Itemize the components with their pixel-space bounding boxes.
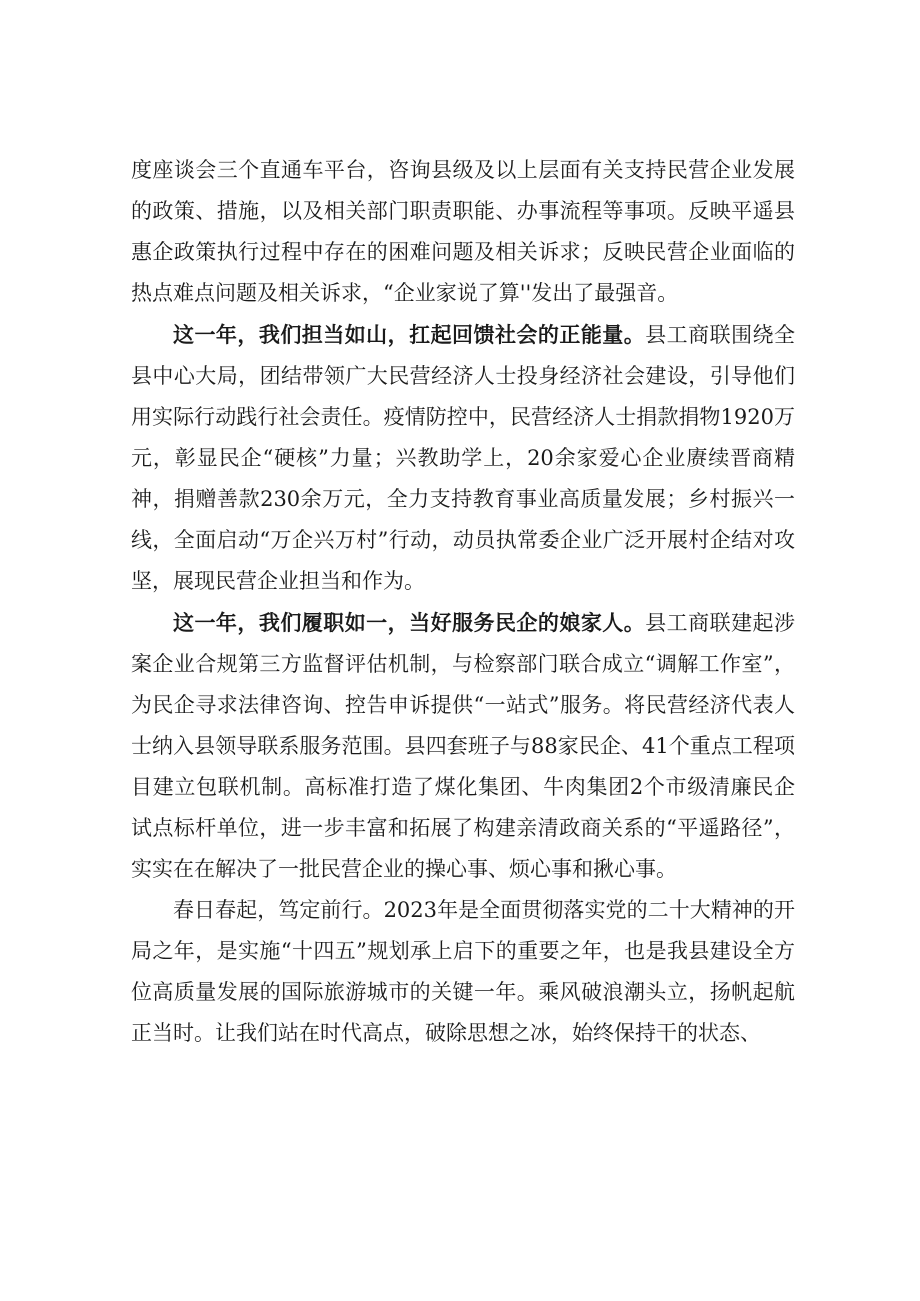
paragraph-service [131, 602, 795, 890]
paragraph-text: 县工商联围绕全县中心大局，团结带领广大民营经济人士投身经济社会建设，引导他们用实际行动践行社会责任。疫情防控中，民营经济人士捐款捐物1920万元，彰显民企“硬核”力量；兴教助学上，20余家爱心企业赓续晋商精神，捐赠善款230余万元，全力支持教育事业高质量发展；乡村振兴一线，全面启动“万企兴万村”行动，动员执常委企业广泛开展村企结对攻坚，展现民营企业担当和作为。 [131, 323, 796, 593]
paragraph-text: 县工商联建起涉案企业合规第三方监督评估机制，与检察部门联合成立“调解工作室”，为民企寻求法律咨询、控告申诉提供“一站式”服务。将民营经济代表人士纳入县领导联系服务范围。县四套班子与88家民企、41个重点工程项目建立包联机制。高标准打造了煤化集团、牛肉集团2个市级清廉民企试点标杆单位，进一步丰富和拓展了构建亲清政商关系的“平遥路径”，实实在在解决了一批民营企业的操心事、烦心事和揪心事。 [131, 611, 796, 881]
paragraph-continuation [131, 150, 795, 314]
paragraph-outlook [131, 890, 795, 1054]
document-body [131, 150, 795, 1054]
paragraph-text: 春日春起，笃定前行。2023年是全面贯彻落实党的二十大精神的开局之年，是实施“十四五”规划承上启下的重要之年，也是我县建设全方位高质量发展的国际旅游城市的关键一年。乘风破浪潮头立，扬帆起航正当时。让我们站在时代高点，破除思想之冰，始终保持干的状态、 [131, 898, 795, 1045]
paragraph-lead: 这一年，我们担当如山，扛起回馈社会的正能量。 [173, 322, 646, 347]
paragraph-text: 度座谈会三个直通车平台，咨询县级及以上层面有关支持民营企业发展的政策、措施，以及相关部门职责职能、办事流程等事项。反映平遥县惠企政策执行过程中存在的困难问题及相关诉求；反映民营企业面临的热点难点问题及相关诉求，“企业家说了算''发出了最强音。 [131, 158, 795, 305]
paragraph-social-responsibility [131, 314, 795, 602]
paragraph-lead: 这一年，我们履职如一，当好服务民企的娘家人。 [173, 610, 646, 635]
